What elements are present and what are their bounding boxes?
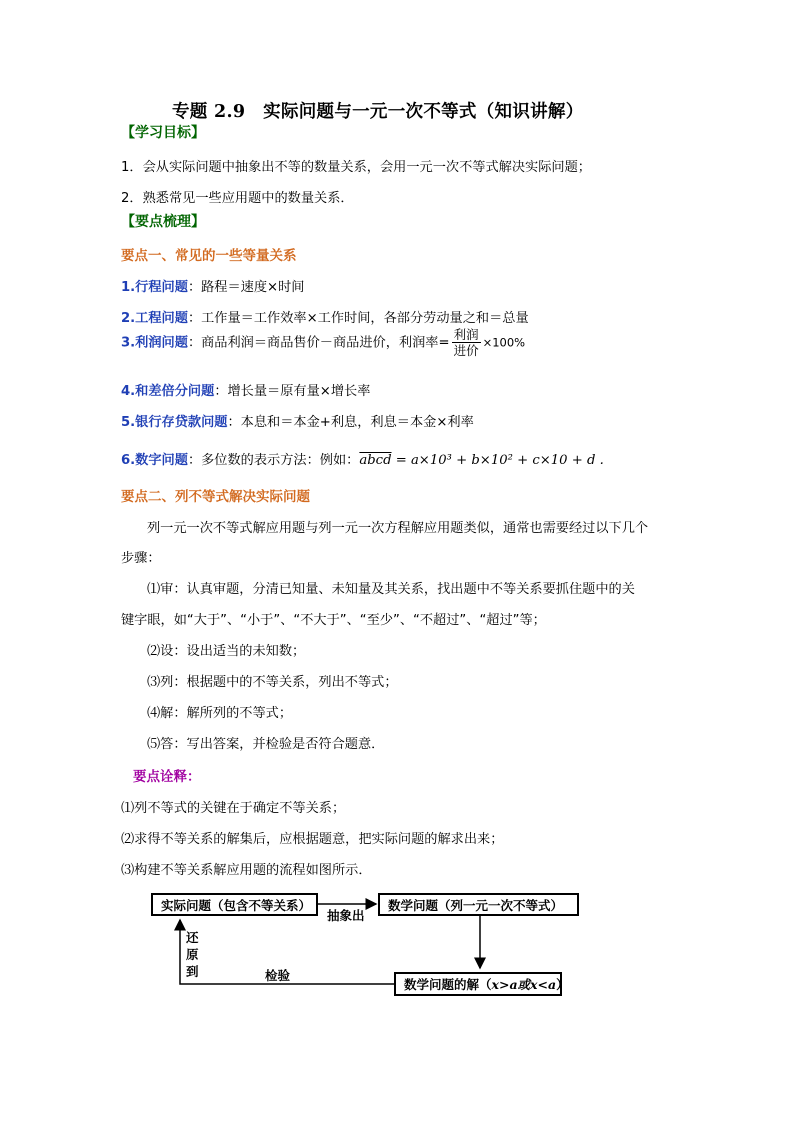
relation-label: 5.银行存贷款问题 bbox=[121, 415, 228, 430]
digit-formula: = a×10³ + b×10² + c×10 + d . bbox=[391, 453, 604, 468]
solution-prefix: 数学问题的解（ bbox=[404, 977, 492, 992]
relation-label: 6.数字问题 bbox=[121, 453, 188, 468]
step-item: ⑶列：根据题中的不等关系，列出不等式； bbox=[147, 675, 398, 690]
relation-label: 3.利润问题 bbox=[121, 335, 188, 351]
note-item: ⑵求得不等关系的解集后，应根据题意，把实际问题的解求出来； bbox=[121, 832, 504, 847]
solution-suffix: ） bbox=[556, 977, 569, 992]
relation-suffix: ×100% bbox=[482, 335, 526, 350]
solution-math: x>a或x<a bbox=[491, 977, 557, 992]
step-item: ⑷解：解所列的不等式； bbox=[147, 706, 293, 721]
point2-heading: 要点二、列不等式解决实际问题 bbox=[121, 489, 310, 505]
note-item: ⑴列不等式的关键在于确定不等关系； bbox=[121, 801, 346, 816]
relation-text: ：工作量＝工作效率×工作时间，各部分劳动量之和＝总量 bbox=[187, 311, 529, 326]
check-label: 检验 bbox=[265, 968, 291, 983]
objective-item: 1．会从实际问题中抽象出不等的数量关系，会用一元一次不等式解决实际问题； bbox=[121, 160, 591, 175]
step-item: ⑸答：写出答案，并检验是否符合题意． bbox=[147, 737, 385, 752]
step-item: 键字眼，如“大于”、“小于”、“不大于”、“至少”、“不超过”、“超过”等； bbox=[121, 613, 546, 628]
relation-text: ：增长量＝原有量×增长率 bbox=[214, 384, 371, 399]
relation-label: 2.工程问题 bbox=[121, 311, 188, 326]
flow-box-math-solution bbox=[394, 972, 569, 996]
flow-box-math-problem: 数学问题（列一元一次不等式） bbox=[378, 893, 579, 916]
note-item: ⑶构建不等关系解应用题的流程如图所示． bbox=[121, 863, 372, 878]
relation-text: ：本息和＝本金+利息，利息＝本金×利率 bbox=[227, 415, 474, 430]
restore-label-1: 还 bbox=[186, 930, 199, 945]
point2-intro: 步骤： bbox=[121, 551, 161, 566]
page-title: 专题 2.9 实际问题与一元一次不等式（知识讲解） bbox=[172, 102, 584, 122]
step-item: ⑵设：设出适当的未知数； bbox=[147, 644, 306, 659]
key-points-heading: 【要点梳理】 bbox=[121, 214, 205, 230]
restore-label-3: 到 bbox=[186, 964, 199, 979]
relation-text: ：路程＝速度×时间 bbox=[187, 280, 305, 295]
objectives-heading: 【学习目标】 bbox=[121, 125, 205, 141]
fraction-numerator: 利润 bbox=[453, 327, 479, 342]
point2-intro: 列一元一次不等式解应用题与列一元一次方程解应用题类似，通常也需要经过以下几个 bbox=[147, 521, 649, 536]
digit-formula-overline: abcd bbox=[359, 453, 392, 468]
notes-heading: 要点诠释： bbox=[133, 769, 201, 785]
relation-text: ：多位数的表示方法：例如： bbox=[187, 453, 360, 468]
relation-label: 1.行程问题 bbox=[121, 280, 188, 295]
point1-heading: 要点一、常见的一些等量关系 bbox=[121, 248, 297, 264]
relation-text: ：商品利润＝商品售价－商品进价，利润率= bbox=[187, 335, 450, 351]
fraction-denominator: 进价 bbox=[453, 343, 479, 358]
step-item: ⑴审：认真审题，分清已知量、未知量及其关系，找出题中不等关系要抓住题中的关 bbox=[147, 582, 635, 597]
restore-label-2: 原 bbox=[186, 947, 199, 962]
objective-item: 2．熟悉常见一些应用题中的数量关系． bbox=[121, 191, 354, 206]
flow-box-real-problem: 实际问题（包含不等关系） bbox=[151, 893, 318, 916]
relation-label: 4.和差倍分问题 bbox=[121, 384, 215, 399]
abstract-label: 抽象出 bbox=[327, 908, 365, 923]
